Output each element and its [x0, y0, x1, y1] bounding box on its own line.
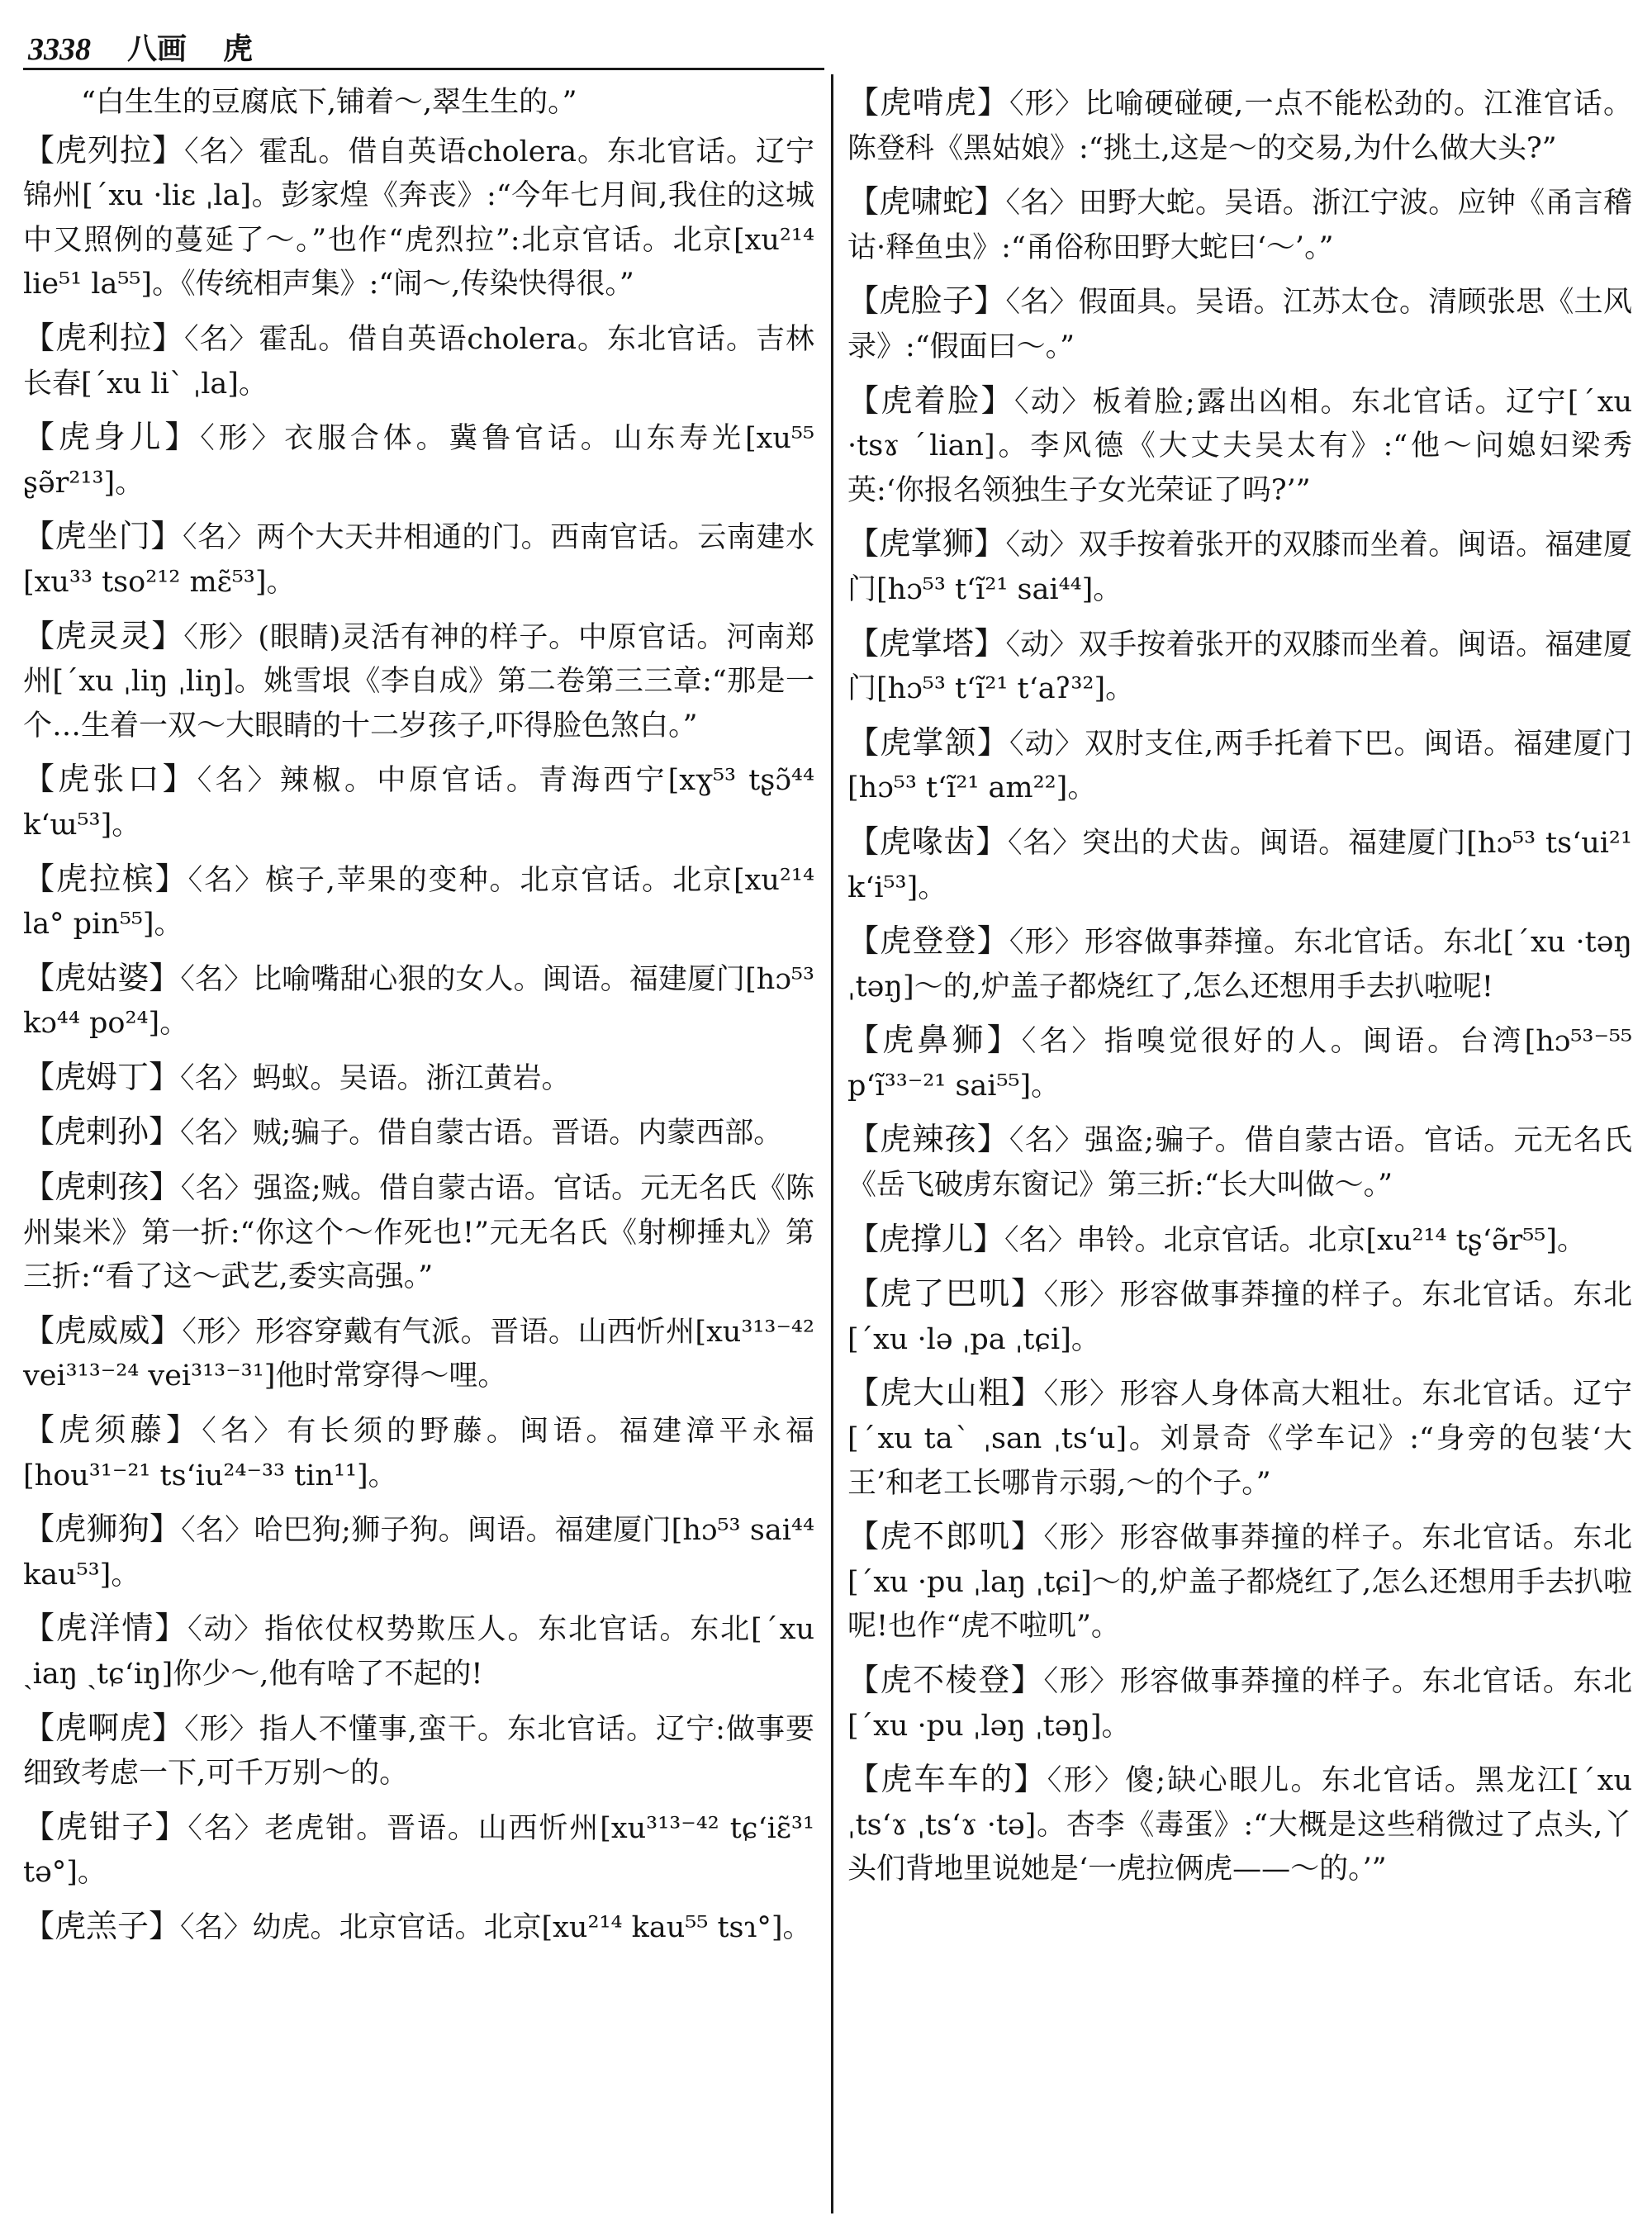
entry-headword: 【虎姑婆】: [23, 959, 181, 996]
header-character: 虎: [223, 31, 254, 66]
entry-headword: 【虎掌狮】: [847, 525, 1006, 562]
dictionary-entry: [23, 415, 814, 505]
entry-headword: 【虎剌孩】: [23, 1169, 181, 1206]
section-title: 八画: [127, 31, 188, 66]
entry-headword: 【虎威威】: [23, 1312, 183, 1349]
dictionary-entry: [847, 919, 1632, 1009]
entry-definition: 〈形〉形容人身体高大粗壮。东北官话。辽宁[ˊxu taˋ ˌsan ˌtsʻu]。刘景奇《学车记》:“身旁的包装‘大王’和老工长哪肯示弱,～的个子。”: [847, 1378, 1632, 1500]
dictionary-entry: [23, 1905, 814, 1951]
entry-definition: 〈形〉衣服合体。冀鲁官话。山东寿光[xu⁵⁵ ʂə̃r²¹³]。: [23, 422, 814, 500]
entry-continuation-text: “白生生的豆腐底下,铺着～,翠生生的。”: [81, 86, 577, 119]
dictionary-entry: [847, 721, 1632, 811]
entry-definition: 〈形〉(眼睛)灵活有神的样子。中原官话。河南郑州[ˊxu ˌliŋ ˌliŋ]。姚雪垠《李自成》第二卷第三三章:“那是一个…生着一双～大眼睛的十二岁孩子,吓得脸色煞白。”: [23, 620, 814, 743]
entry-definition: 〈名〉假面具。吴语。江苏太仓。清顾张思《土风录》:“假面曰～。”: [847, 286, 1632, 363]
dictionary-entry: [847, 1515, 1632, 1649]
entry-headword: 【虎姆丁】: [23, 1058, 181, 1095]
entry-headword: 【虎登登】: [847, 923, 1009, 960]
dictionary-entry: [23, 316, 814, 406]
entry-definition: 〈名〉哈巴狗;狮子狗。闽语。福建厦门[hɔ⁵³ sai⁴⁴ kau⁵³]。: [23, 1514, 814, 1592]
dictionary-entry: [847, 379, 1632, 514]
dictionary-entry: [23, 614, 814, 749]
entry-definition: 〈名〉有长须的野藤。闽语。福建漳平永福[hou³¹⁻²¹ tsʻiu²⁴⁻³³ tin¹¹]。: [23, 1415, 814, 1492]
entry-definition: 〈名〉两个大天井相通的门。西南官话。云南建水[xu³³ tso²¹² mɛ̃⁵³]。: [23, 521, 814, 599]
entry-headword: 【虎大山粗】: [847, 1374, 1044, 1412]
entry-headword: 【虎列拉】: [23, 131, 184, 168]
dictionary-entry: [847, 1371, 1632, 1506]
dictionary-entry: [847, 1217, 1632, 1264]
entry-headword: 【虎须藤】: [23, 1412, 202, 1449]
entry-definition: 〈名〉老虎钳。晋语。山西忻州[xu³¹³⁻⁴² tɕʻiɛ̃³¹ tə°]。: [23, 1811, 814, 1890]
dictionary-entry: [847, 81, 1632, 171]
entry-headword: 【虎啊虎】: [23, 1709, 185, 1746]
dictionary-entry: [847, 1272, 1632, 1362]
dictionary-entry: [23, 1408, 814, 1498]
entry-definition: 〈名〉辣椒。中原官话。青海西宁[xɣ⁵³ tʂɔ̃⁴⁴ kʻɯ⁵³]。: [23, 764, 814, 842]
entry-headword: 【虎车车的】: [847, 1761, 1047, 1798]
dictionary-entry: [23, 1309, 814, 1399]
entry-headword: 【虎撑儿】: [847, 1220, 1005, 1257]
entry-headword: 【虎钳子】: [23, 1808, 188, 1845]
entry-definition: 〈名〉蚂蚁。吴语。浙江黄岩。: [180, 1061, 571, 1095]
dictionary-entry: [23, 1056, 814, 1102]
entry-definition: 〈名〉突出的犬齿。闽语。福建厦门[hɔ⁵³ tsʻui²¹ kʻi⁵³]。: [847, 826, 1632, 904]
entry-definition: 〈动〉指依仗权势欺压人。东北官话。东北[ˊxu ˏiaŋ ˏtɕʻiŋ]你少～,他有啥了不起的!: [23, 1613, 814, 1691]
entry-headword: 【虎掌塔】: [847, 624, 1006, 662]
dictionary-entry: [847, 1758, 1632, 1892]
dictionary-entry: [23, 757, 814, 847]
entry-definition: 〈动〉双肘支住,两手托着下巴。闽语。福建厦门[hɔ⁵³ tʻĩ²¹ am²²]。: [847, 727, 1632, 805]
entry-definition: 〈名〉串铃。北京官话。北京[xu²¹⁴ tʂʻə̃r⁵⁵]。: [1004, 1223, 1586, 1257]
entry-headword: 【虎掌颔】: [847, 724, 1010, 761]
dictionary-entry: [23, 81, 814, 126]
entry-headword: 【虎喙齿】: [847, 823, 1008, 860]
entry-definition: 〈动〉双手按着张开的双膝而坐着。闽语。福建厦门[hɔ⁵³ tʻĩ²¹ tʻaʔ³²]。: [847, 628, 1632, 706]
entry-headword: 【虎坐门】: [23, 518, 183, 555]
entry-headword: 【虎剌孙】: [23, 1113, 181, 1151]
entry-headword: 【虎啸蛇】: [847, 183, 1006, 221]
entry-definition: 〈形〉傻;缺心眼儿。东北官话。黑龙江[ˊxu ˌtsʻɤ ˌtsʻɤ ·tə]。杏李《毒蛋》:“大概是这些稍微过了点头,丫头们背地里说她是‘一虎拉俩虎——～的。’”: [847, 1764, 1632, 1886]
entry-definition: 〈名〉槟子,苹果的变种。北京官话。北京[xu²¹⁴ la° pin⁵⁵]。: [23, 863, 814, 942]
dictionary-entry: [23, 1706, 814, 1796]
entry-definition: 〈形〉形容做事莽撞的样子。东北官话。东北[ˊxu ·pu ˌlaŋ ˌtɕi]～的,炉盖子都烧红了,怎么还想用手去扒啦呢!也作“虎不啦叽”。: [847, 1521, 1632, 1644]
dictionary-entry: [23, 1110, 814, 1156]
entry-headword: 【虎了巴叽】: [847, 1275, 1044, 1312]
entry-definition: 〈名〉霍乱。借自英语cholera。东北官话。辽宁锦州[ˊxu ·liɛ ˌla]。彭家煌《奔丧》:“今年七月间,我住的这城中又照例的蔓延了～。”也作“虎烈拉”:北京官话。北京[xu²¹⁴ lie⁵¹ la⁵⁵]。《传统相声集》:“闹～,传染快得很。”: [23, 135, 814, 301]
right-column: [847, 81, 1632, 2212]
dictionary-entry: [23, 1805, 814, 1896]
dictionary-entry: [847, 522, 1632, 612]
entry-definition: 〈名〉强盗;骗子。借自蒙古语。官话。元无名氏《岳飞破虏东窗记》第三折:“长大叫做～。”: [847, 1124, 1632, 1203]
entry-headword: 【虎灵灵】: [23, 617, 184, 654]
header-rule: [23, 68, 824, 70]
entry-definition: 〈动〉双手按着张开的双膝而坐着。闽语。福建厦门[hɔ⁵³ tʻĩ²¹ sai⁴⁴]。: [847, 529, 1632, 606]
entry-headword: 【虎辣孩】: [847, 1121, 1009, 1158]
entry-headword: 【虎拉槟】: [23, 860, 188, 897]
column-divider: [831, 74, 833, 2213]
dictionary-entry: [23, 956, 814, 1046]
entry-definition: 〈形〉比喻硬碰硬,一点不能松劲的。江淮官话。陈登科《黑姑娘》:“挑土,这是～的交易,为什么做大头?”: [847, 88, 1632, 165]
entry-headword: 【虎脸子】: [847, 282, 1006, 320]
dictionary-entry: [23, 1165, 814, 1300]
entry-definition: 〈形〉形容做事莽撞的样子。东北官话。东北[ˊxu ·lə ˌpa ˌtɕi]。: [847, 1279, 1632, 1356]
entry-headword: 【虎身儿】: [23, 419, 201, 456]
entry-headword: 【虎利拉】: [23, 319, 184, 356]
entry-headword: 【虎张口】: [23, 761, 197, 798]
entry-definition: 〈形〉形容穿戴有气派。晋语。山西忻州[xu³¹³⁻⁴² vei³¹³⁻²⁴ vei³¹³⁻³¹]他时常穿得～哩。: [23, 1315, 814, 1393]
dictionary-entry: [847, 622, 1632, 712]
dictionary-entry: [23, 129, 814, 307]
entry-headword: 【虎着脸】: [847, 382, 1014, 419]
entry-definition: 〈形〉指人不懂事,蛮干。东北官话。辽宁:做事要细致考虑一下,可千万别～的。: [23, 1712, 814, 1791]
entry-definition: 〈名〉比喻嘴甜心狠的女人。闽语。福建厦门[hɔ⁵³ kɔ⁴⁴ po²⁴]。: [23, 962, 814, 1041]
entry-definition: 〈形〉形容做事莽撞。东北官话。东北[ˊxu ·təŋ ˌtəŋ]～的,炉盖子都烧红了,怎么还想用手去扒啦呢!: [847, 926, 1632, 1004]
entry-headword: 【虎洋情】: [23, 1610, 188, 1647]
dictionary-entry: [23, 515, 814, 605]
entry-definition: 〈动〉板着脸;露出凶相。东北官话。辽宁[ˊxu ·tsɤ ˊlian]。李风德《大丈夫吴太有》:“他～问媳妇梁秀英:‘你报名领独生子女光荣证了吗?’”: [847, 385, 1632, 507]
entry-headword: 【虎狮狗】: [23, 1511, 182, 1548]
entry-definition: 〈名〉指嗅觉很好的人。闽语。台湾[hɔ⁵³⁻⁵⁵ pʻĩ³³⁻²¹ sai⁵⁵]。: [847, 1025, 1632, 1103]
entry-headword: 【虎不棱登】: [847, 1662, 1044, 1698]
entry-definition: 〈名〉幼虎。北京官话。北京[xu²¹⁴ kau⁵⁵ tsɿ°]。: [180, 1910, 812, 1944]
left-column: [23, 81, 814, 2212]
dictionary-entry: [847, 820, 1632, 910]
dictionary-entry: [847, 279, 1632, 369]
dictionary-entry: [23, 1507, 814, 1597]
entry-definition: 〈名〉霍乱。借自英语cholera。东北官话。吉林长春[ˊxu liˋ ˌla]。: [23, 322, 814, 401]
entry-definition: 〈名〉强盗;贼。借自蒙古语。官话。元无名氏《陈州粜米》第一折:“你这个～作死也!”元无名氏《射柳捶丸》第三折:“看了这～武艺,委实高强。”: [23, 1172, 814, 1294]
dictionary-entry: [847, 1117, 1632, 1208]
page-number: 3338: [28, 32, 91, 67]
dictionary-entry: [847, 1658, 1632, 1748]
entry-definition: 〈名〉贼;骗子。借自蒙古语。晋语。内蒙西部。: [180, 1117, 783, 1151]
entry-headword: 【虎鼻狮】: [847, 1022, 1022, 1059]
entry-headword: 【虎啃虎】: [847, 84, 1010, 121]
dictionary-entry: [847, 1018, 1632, 1108]
page-header: [28, 18, 821, 68]
entry-definition: 〈形〉形容做事莽撞的样子。东北官话。东北[ˊxu ·pu ˌləŋ ˌtəŋ]。: [847, 1665, 1632, 1743]
dictionary-entry: [23, 857, 814, 947]
entry-headword: 【虎羔子】: [23, 1907, 181, 1944]
entry-headword: 【虎不郎叽】: [847, 1518, 1044, 1555]
dictionary-entry: [847, 180, 1632, 270]
entry-definition: 〈名〉田野大蛇。吴语。浙江宁波。应钟《甬言稽诂·释鱼虫》:“甬俗称田野大蛇曰‘～’。”: [847, 187, 1632, 264]
dictionary-entry: [23, 1606, 814, 1696]
